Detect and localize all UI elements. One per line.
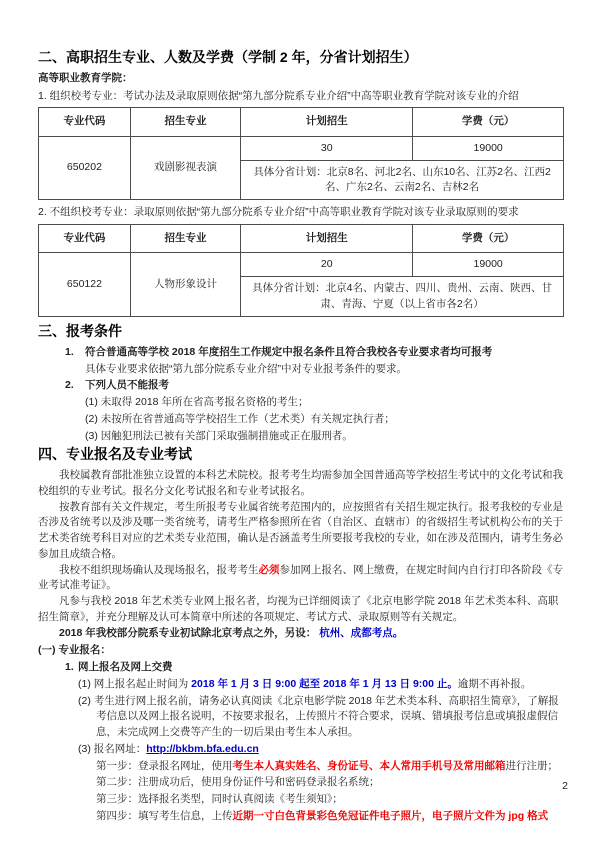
paragraph-provincial-exam: 按教育部有关文件规定，考生所报考专业属省统考范围内的，应按照省有关招生规定执行。报考我校的专业是否涉及省统考以及涉及哪一类省统考，请考生严格参照所在省（自治区、直辖市）的省级招生考试机构公布的关于艺术类省统考科目对应的艺术类专业范围，确认是否涵盖考生所要报考我校的专业，如在涉及范围内，请考生务必参加且成绩合格。 — [38, 500, 563, 560]
paragraph-agreement: 凡参与我校 2018 年艺术类专业网上报名者，均视为已详细阅读了《北京电影学院 2018 年艺术类本科、高职招生简章》，并充分理解及认可本简章中所述的各项规定、考试方式、录取原则等有关规定。 — [38, 595, 559, 623]
paragraph-online-registration — [38, 563, 564, 595]
column-header-tuition: 学费（元） — [413, 225, 564, 253]
province-plan-cell: 具体分省计划：北京8名、河北2名、山东10名、江苏2名、江西2名、广东2名、云南2名、吉林2名 — [241, 160, 564, 199]
eligibility-item-1 — [38, 345, 564, 361]
registration-website-item — [78, 742, 564, 758]
college-label: 高等职业教育学院： — [38, 71, 133, 84]
must-highlight: 必须 — [258, 563, 280, 576]
text-segment: 我校不组织现场确认及现场报名，报考考生 — [59, 563, 259, 576]
major-name-cell: 戏剧影视表演 — [130, 136, 240, 200]
column-header-plan: 计划招生 — [241, 225, 413, 253]
table-row — [39, 136, 564, 160]
section-4-heading: 四、专业报名及专业考试 — [38, 446, 192, 463]
list-number: 2. — [65, 379, 74, 392]
section-3-heading: 三、报考条件 — [38, 322, 122, 339]
text-segment: (1) 网上报名起止时间为 — [78, 677, 192, 690]
excluded-person-item: (1) 未取得 2018 年所在省高考报名资格的考生； — [85, 396, 309, 409]
text-segment: 逾期不再补报。 — [457, 677, 532, 690]
list-number: 1. — [65, 345, 74, 358]
exam-sites-highlight: 杭州、成都考点。 — [319, 626, 404, 639]
column-header-code: 专业代码 — [39, 225, 131, 253]
tuition-cell: 19000 — [413, 253, 564, 277]
registration-notice-item: (2) 考生进行网上报名前，请务必认真阅读《北京电影学院 2018 年艺术类本科、高职招生简章》，了解报考信息以及网上报名说明，不按要求报名，上传照片不符合要求，误填、错填报考信息或填报虚假信息，未完成网上交费等产生的一切后果由考生本人承担。 — [78, 694, 559, 739]
text-segment: 第一步：登录报名网址，使用 — [96, 759, 233, 772]
column-header-major: 招生专业 — [130, 225, 240, 253]
excluded-person-item: (2) 未按所在省普通高等学校招生工作（艺术类）有关规定执行者； — [85, 412, 395, 425]
table-row — [39, 253, 564, 277]
photo-requirement-highlight: 近期一寸白色背景彩色免冠证件电子照片，电子照片文件为 jpg 格式 — [232, 809, 549, 822]
major-code-cell: 650122 — [39, 253, 131, 317]
registration-period-item — [78, 677, 564, 693]
major-table-2 — [38, 224, 564, 317]
note-organized-exam: 1. 组织校考专业：考试办法及录取原则依据“第九部分院系专业介绍”中高等职业教育学院对该专业的介绍 — [38, 89, 519, 102]
text-segment: (3) 报名网址： — [78, 742, 147, 755]
step-1 — [96, 759, 564, 775]
paragraph-exam-sites — [38, 626, 564, 642]
text-segment: 第四步：填写考生信息，上传 — [96, 809, 233, 822]
eligibility-item-1-body: 具体专业要求依据“第九部分院系专业介绍”中对专业报考条件的要求。 — [85, 362, 407, 375]
excluded-person-item: (3) 因触犯刑法已被有关部门采取强制措施或正在服刑者。 — [85, 429, 353, 442]
column-header-tuition: 学费（元） — [413, 108, 564, 136]
note-non-organized-exam: 2. 不组织校考专业：录取原则依据“第九部分院系专业介绍”中高等职业教育学院对该专业录取原则的要求 — [38, 206, 519, 219]
major-name-cell: 人物形象设计 — [130, 253, 240, 317]
eligibility-item-1-title: 符合普通高等学校 2018 年度招生工作规定中报名条件且符合我校各专业要求者均可报考 — [85, 345, 493, 358]
column-header-code: 专业代码 — [39, 108, 131, 136]
step-2: 第二步：注册成功后，使用身份证件号和密码登录报名系统； — [96, 776, 380, 789]
table-header-row — [39, 225, 564, 253]
personal-info-highlight: 考生本人真实姓名、身份证号、本人常用手机号及常用邮箱 — [232, 759, 506, 772]
text-segment: 进行注册； — [505, 759, 558, 772]
column-header-major: 招生专业 — [130, 108, 240, 136]
registration-website-link[interactable]: http://bkbm.bfa.edu.cn — [146, 742, 259, 755]
eligibility-item-2 — [38, 378, 564, 394]
page-number: 2 — [562, 780, 568, 792]
text-segment: 参加网上报名、网上缴费，在规定时间内自行打印各阶段《专业考试准考证》。 — [38, 563, 563, 592]
step-3: 第三步：选择报名类型，同时认真阅读《考生须知》； — [96, 793, 343, 806]
major-code-cell: 650202 — [39, 136, 131, 200]
online-registration-title: 网上报名及网上交费 — [78, 661, 173, 674]
section-2-heading: 二、高职招生专业、人数及学费（学制 2 年，分省计划招生） — [38, 49, 418, 65]
plan-count-cell: 20 — [241, 253, 413, 277]
province-plan-cell: 具体分省计划：北京4名、内蒙古、四川、贵州、云南、陕西、甘肃、青海、宁夏（以上省市各2名） — [241, 277, 564, 316]
registration-dates-highlight: 2018 年 1 月 3 日 9:00 起至 2018 年 1 月 13 日 9:00 止。 — [191, 677, 458, 690]
tuition-cell: 19000 — [413, 136, 564, 160]
step-4 — [96, 809, 564, 825]
major-table-1 — [38, 107, 564, 200]
column-header-plan: 计划招生 — [241, 108, 413, 136]
paragraph-intro: 我校属教育部批准独立设置的本科艺术院校。报考考生均需参加全国普通高等学校招生考试中的文化考试和我校组织的专业考试。报名分文化考试报名和专业考试报名。 — [38, 469, 563, 497]
text-segment: 2018 年我校部分院系专业初试除北京考点之外，另设： — [59, 626, 320, 639]
eligibility-item-2-title: 下列人员不能报考 — [85, 379, 169, 392]
online-registration-item — [38, 660, 564, 676]
table-header-row — [39, 108, 564, 136]
subsection-registration-heading: (一) 专业报名： — [38, 644, 111, 657]
list-number: 1. — [65, 661, 74, 674]
plan-count-cell: 30 — [241, 136, 413, 160]
